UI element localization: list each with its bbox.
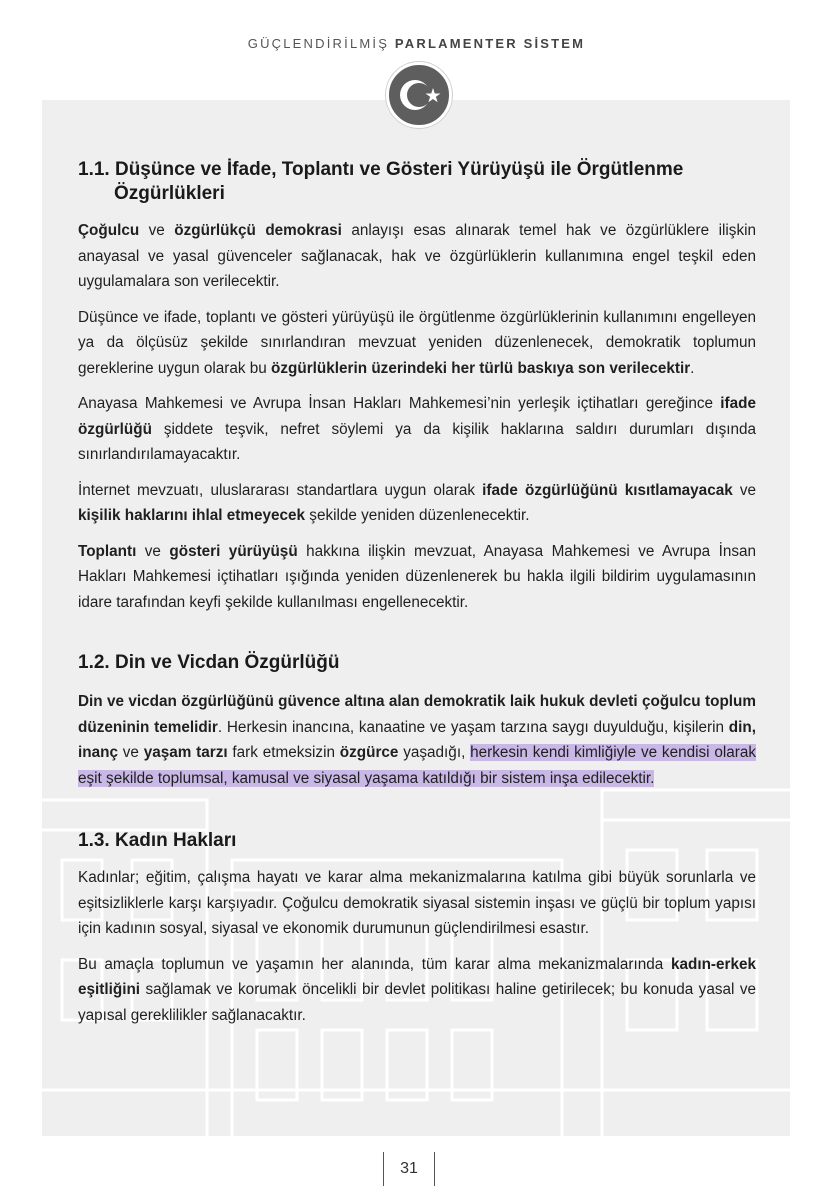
paragraph: Çoğulcu ve özgürlükçü demokrasi anlayışı esas alınarak temel hak ve özgürlüklere ilişkin anayasal ve yasal güvenceler sağlanacak, hak ve özgürlüklerin kullanımına engel teşkil eden uygulamalara son verilecektir.: [78, 222, 756, 290]
paragraph: Bu amaçla toplumun ve yaşamın her alanında, tüm karar alma mekanizmalarında kadın-erkek eşitliğini sağlamak ve korumak öncelikli bir devlet politikası haline getirilecek; bu konuda yasal ve yapısal gereklilikler sağlanacaktır.: [78, 955, 756, 1024]
paragraph: Toplantı ve gösteri yürüyüşü hakkına ilişkin mevzuat, Anayasa Mahkemesi ve Avrupa İnsan Hakları Mahkemesi içtihatları ışığında yeniden düzenlenerek bu hakla ilgili bildirim uygulamasının idare tarafından keyfi şekilde kullanılması engellenecektir.: [78, 542, 757, 611]
document-body: [78, 158, 756, 1038]
highlighted-text: herkesin kendi kimliğiyle ve kendisi olarak eşit şekilde toplumsal, kamusal ve siyasal yaşama katıldığı bir sistem inşa edilecektir.: [78, 744, 757, 787]
bold-text: Din ve vicdan özgürlüğünü güvence altına alan demokratik laik hukuk devleti çoğulcu toplum düzeninin temelidir: [78, 693, 756, 736]
bold-text: Toplantı: [78, 542, 137, 560]
paragraph: Din ve vicdan özgürlüğünü güvence altına alan demokratik laik hukuk devleti çoğulcu toplum düzeninin temelidir. Herkesin inancına, kanaatine ve yaşam tarzına saygı duyulduğu, kişilerin din, inanç ve yaşam tarzı fark etmeksizin özgürce yaşadığı, herkesin kendi kimliğiyle ve kendisi olarak eşit şekilde toplumsal, kamusal ve siyasal yaşama katıldığı bir sistem inşa edilecektir.: [78, 693, 757, 787]
bold-text: kadın-erkek eşitliğini: [78, 955, 756, 998]
bold-text: yaşam tarzı: [143, 744, 228, 761]
bold-text: din, inanç: [78, 718, 756, 761]
bold-text: Çoğulcu: [78, 222, 140, 239]
paragraph: İnternet mevzuatı, uluslararası standartlara uygun olarak ifade özgürlüğünü kısıtlamayacak ve kişilik haklarını ihlal etmeyecek şekilde yeniden düzenlenecektir.: [78, 481, 757, 524]
bold-text: özgürlükçü demokrasi: [174, 222, 342, 239]
bold-text: ifade özgürlüğünü kısıtlamayacak: [482, 481, 733, 499]
paragraph: Düşünce ve ifade, toplantı ve gösteri yürüyüşü ile örgütlenme özgürlüklerinin kullanımını engelleyen ya da ölçüsüz şekilde sınırlandıran mevzuat yeniden düzenlenecek, demokratik toplumun gereklerine uygun olarak bu özgürlüklerin üzerindeki her türlü baskıya son verilecektir.: [78, 308, 756, 377]
section-title: 1.2. Din ve Vicdan Özgürlüğü: [78, 652, 340, 673]
bold-text: gösteri yürüyüşü: [169, 542, 298, 560]
bold-text: özgürlüklerin üzerindeki her türlü baskıya son verilecektir: [271, 359, 691, 377]
section-title: 1.3. Kadın Hakları: [78, 830, 237, 851]
section-title: 1.1. Düşünce ve İfade, Toplantı ve Gösteri Yürüyüşü ile Örgütlenme Özgürlükleri: [78, 159, 684, 204]
bold-text: kişilik haklarını ihlal etmeyecek: [78, 507, 306, 524]
paragraph: Kadınlar; eğitim, çalışma hayatı ve karar alma mekanizmalarına katılma gibi büyük sorunlarla ve eşitsizliklerle karşı karşıyadır. Çoğulcu demokratik siyasal sistemin inşası ve güçlü bir toplum yapısı için kadının sosyal, siyasal ve ekonomik durumunun güçlendirilmesi esastır.: [78, 869, 756, 937]
paragraph: Anayasa Mahkemesi ve Avrupa İnsan Hakları Mahkemesi’nin yerleşik içtihatları gereğince ifade özgürlüğü şiddete teşvik, nefret söylemi ya da kişilik haklarına saldırı durumları dışında sınırlandırılamayacaktır.: [78, 395, 756, 463]
bold-text: ifade özgürlüğü: [78, 395, 756, 438]
header-main: PARLAMENTER SİSTEM: [394, 36, 586, 51]
running-header: [0, 36, 833, 51]
page-number: 31: [383, 1152, 435, 1186]
bold-text: özgürce: [339, 744, 399, 761]
header-prefix: GÜÇLENDİRİLMİŞ: [247, 36, 390, 51]
emblem: [386, 62, 452, 128]
crescent-star-icon: [389, 65, 449, 125]
